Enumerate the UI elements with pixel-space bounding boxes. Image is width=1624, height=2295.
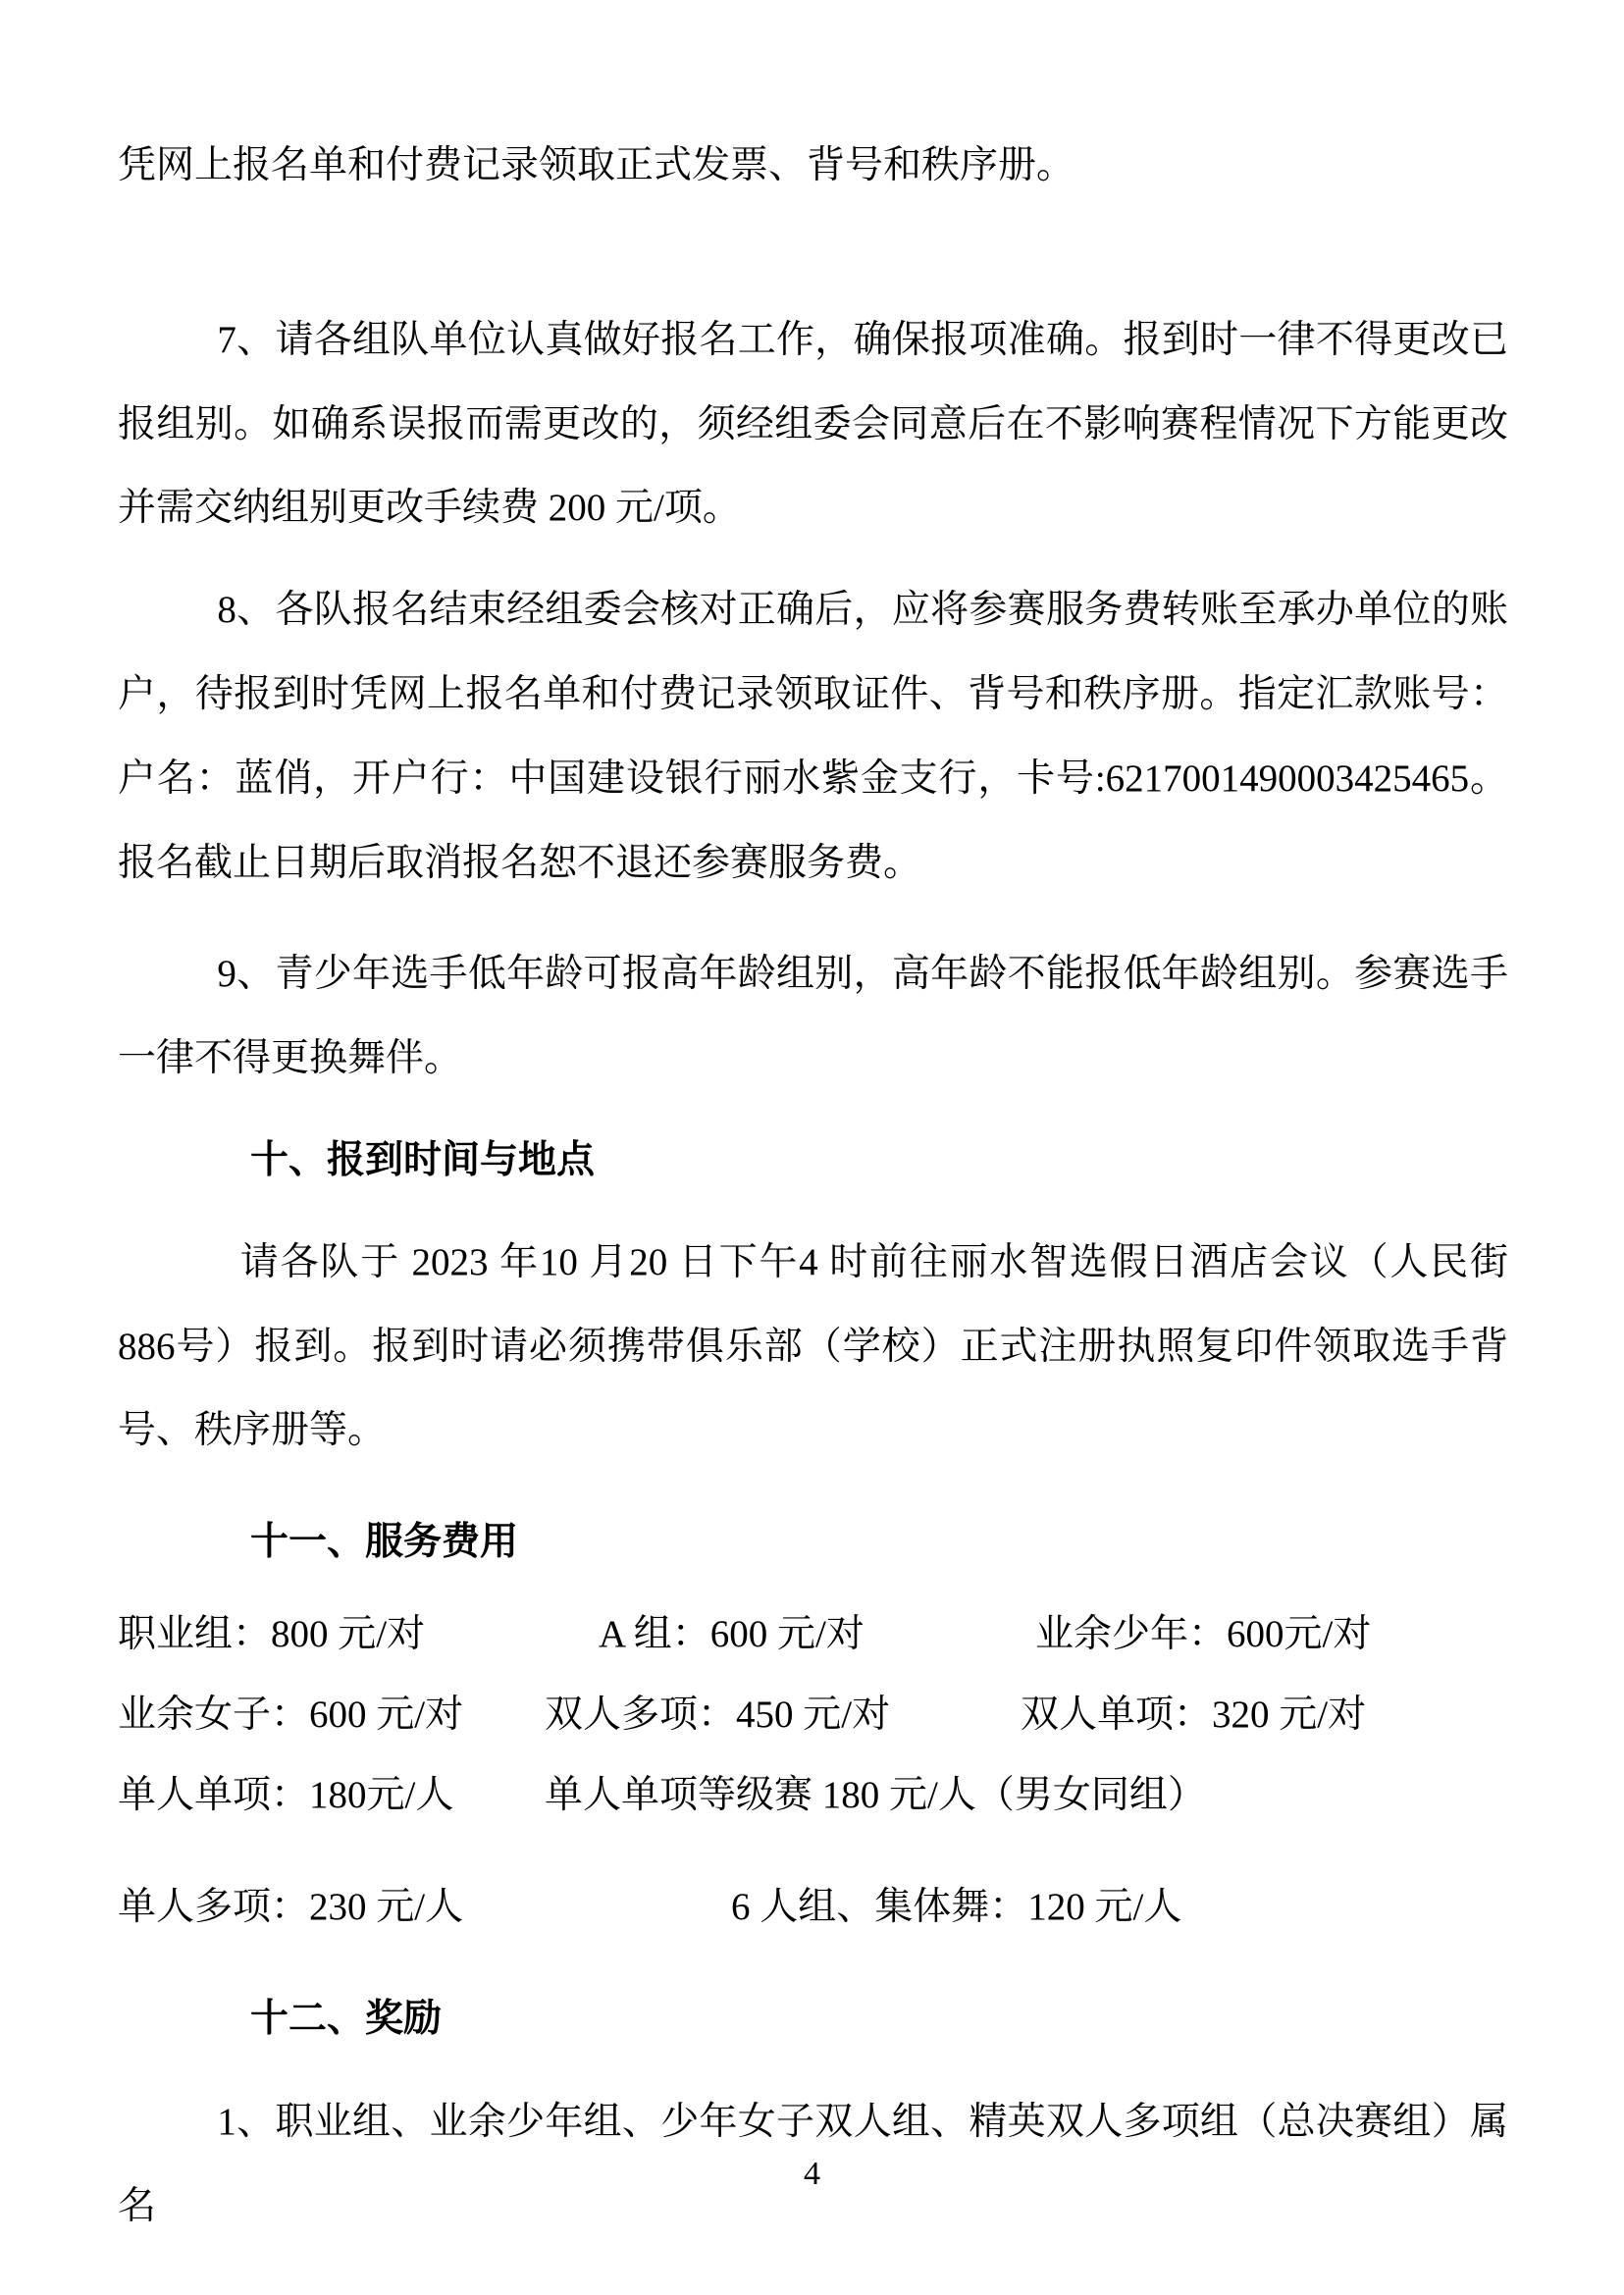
paragraph-item-7: 7、请各组队单位认真做好报名工作，确保报项准确。报到时一律不得更改已报组别。如确系误报而需更改的，须经组委会同意后在不影响赛程情况下方能更改并需交纳组别更改手续费 200 元/项。 [118, 318, 1508, 530]
fee-item-solo-single: 单人单项：180元/人 [118, 1773, 454, 1816]
fee-item-duo-multi: 双人多项：450 元/对 [545, 1693, 891, 1736]
paragraph-checkin-details: 请各队于 2023 年10 月20 日下午4 时前往丽水智选假日酒店会议（人民街886号）报到。报到时请必须携带俱乐部（学校）正式注册执照复印件领取选手背号、秩序册等。 [118, 1240, 1508, 1452]
fee-item-duo-single: 双人单项：320 元/对 [1021, 1693, 1367, 1736]
fee-item-professional: 职业组：800 元/对 [118, 1612, 426, 1655]
fee-row-2 [118, 1675, 1508, 1755]
fee-item-solo-single-graded: 单人单项等级赛 180 元/人（男女同组） [545, 1773, 1206, 1816]
fee-row-4 [118, 1867, 1508, 1948]
fee-item-group-a: A 组：600 元/对 [599, 1612, 864, 1655]
paragraph-item-8: 8、各队报名结束经组委会核对正确后，应将参赛服务费转账至承办单位的账户，待报到时凭网上报名单和付费记录领取证件、背号和秩序册。指定汇款账号：户名：蓝俏，开户行：中国建设银行丽水紫金支行，卡号:6217001490003425465。报名截止日期后取消报名恕不退还参赛服务费。 [118, 589, 1508, 884]
paragraph-continuation: 凭网上报名单和付费记录领取正式发票、背号和秩序册。 [118, 144, 1075, 186]
fee-row-3 [118, 1755, 1508, 1836]
fee-item-group-dance: 6 人组、集体舞：120 元/人 [731, 1885, 1182, 1928]
section-heading-12-awards: 十二、奖励 [250, 1997, 443, 2040]
paragraph-awards-item-1: 1、职业组、业余少年组、少年女子双人组、精英双人多项组（总决赛组）属名 [118, 2101, 1508, 2228]
fee-item-amateur-women: 业余女子：600 元/对 [118, 1693, 464, 1736]
fee-list [118, 1594, 1508, 1948]
fee-row-1 [118, 1594, 1508, 1675]
section-heading-10-checkin-time-place: 十、报到时间与地点 [250, 1138, 596, 1181]
fee-item-solo-multi: 单人多项：230 元/人 [118, 1885, 464, 1928]
section-heading-11-service-fees: 十一、服务费用 [250, 1521, 519, 1564]
page-number: 4 [804, 2156, 820, 2192]
paragraph-item-9: 9、青少年选手低年龄可报高年龄组别，高年龄不能报低年龄组别。参赛选手一律不得更换舞伴。 [118, 953, 1508, 1080]
fee-item-amateur-youth: 业余少年：600元/对 [1035, 1612, 1372, 1655]
